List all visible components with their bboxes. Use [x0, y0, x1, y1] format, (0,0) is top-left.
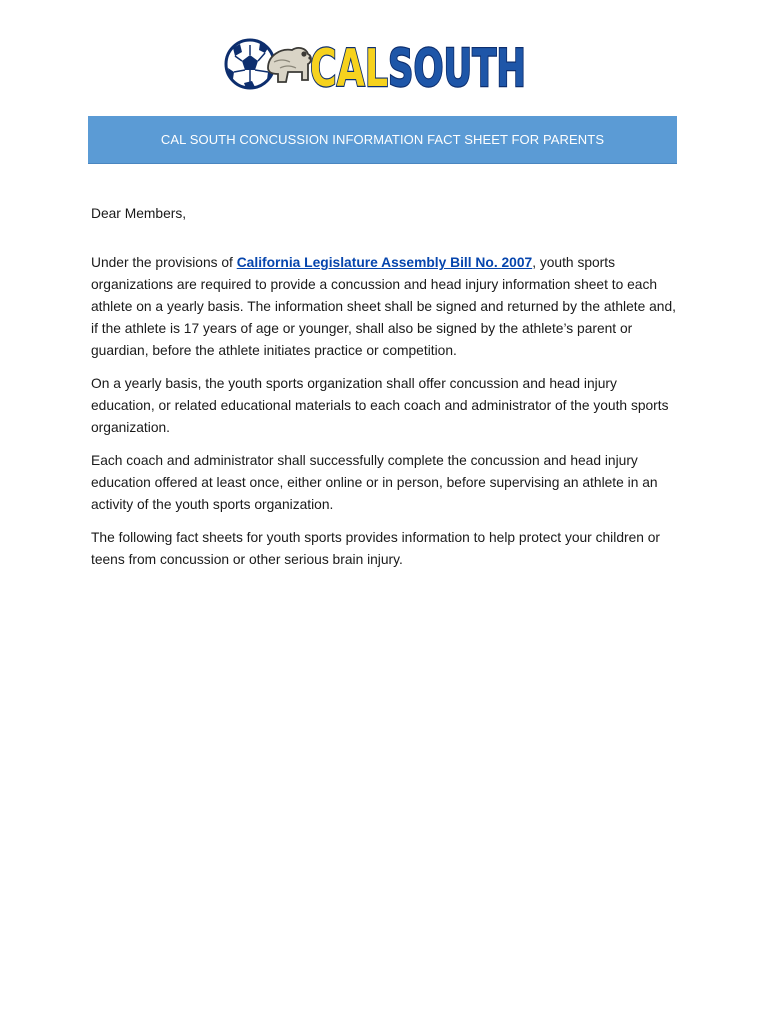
paragraph-provisions [91, 252, 676, 362]
paragraph-fact-sheets: The following fact sheets for youth sports provides information to help protect your children or teens from concussion or other serious brain injury. [91, 530, 661, 567]
banner-title: CAL SOUTH CONCUSSION INFORMATION FACT SHEET FOR PARENTS [160, 132, 605, 147]
calsouth-logo [224, 34, 530, 92]
assembly-bill-link[interactable]: California Legislature Assembly Bill No. 2007 [236, 255, 533, 270]
soccer-ball-icon [226, 40, 274, 88]
logo-text-cal: CAL [310, 39, 388, 92]
provisions-rest-text: , youth sports organizations are required to provide a concussion and head injury information sheet to each athlete on a yearly basis. The information sheet shall be signed and returned by the athlete and, if the athlete is 17 years of age or younger, shall also be signed by the athlete’s parent or guardian, before the athlete initiates practice or competition. [91, 255, 676, 358]
bear-icon [268, 48, 312, 82]
paragraph-coach-requirement: Each coach and administrator shall successfully complete the concussion and head injury education offered at least once, either online or in person, before supervising an athlete in an activity of the youth sports organization. [91, 453, 658, 512]
title-banner [88, 116, 677, 164]
logo-text-south: SOUTH [388, 39, 526, 92]
provisions-intro-text: Under the provisions of [91, 255, 237, 270]
greeting: Dear Members, [91, 206, 187, 221]
paragraph-yearly-education: On a yearly basis, the youth sports organization shall offer concussion and head injury education, or related educational materials to each coach and administrator of the youth sports organization. [91, 376, 669, 435]
logo-graphic [224, 34, 530, 92]
letter-body [91, 203, 676, 582]
